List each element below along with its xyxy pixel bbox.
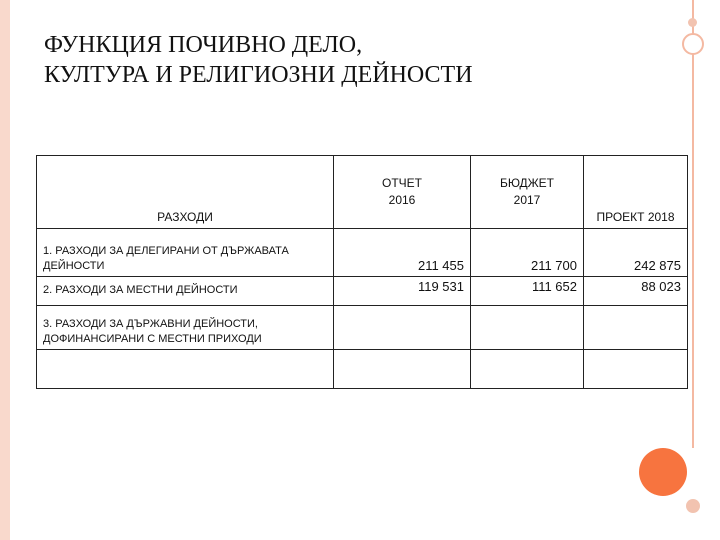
value-2017 xyxy=(471,350,584,389)
value-2017 xyxy=(471,306,584,350)
value-2018 xyxy=(584,306,688,350)
row-label: 2. РАЗХОДИ ЗА МЕСТНИ ДЕЙНОСТИ xyxy=(37,277,334,306)
value-2018 xyxy=(584,350,688,389)
title-line-2: КУЛТУРА И РЕЛИГИОЗНИ ДЕЙНОСТИ xyxy=(44,62,473,88)
orange-circle-decoration xyxy=(639,448,687,496)
row-label: 1. РАЗХОДИ ЗА ДЕЛЕГИРАНИ ОТ ДЪРЖАВАТА ДЕЙНОСТИ xyxy=(37,229,334,277)
small-circle-decoration xyxy=(688,18,697,27)
row-label xyxy=(37,350,334,389)
title-line-1: ФУНКЦИЯ ПОЧИВНО ДЕЛО, xyxy=(44,32,363,58)
value-2018: 242 875 xyxy=(584,229,688,277)
header-report-label: ОТЧЕТ xyxy=(382,176,422,190)
row-label: 3. РАЗХОДИ ЗА ДЪРЖАВНИ ДЕЙНОСТИ, ДОФИНАНСИРАНИ С МЕСТНИ ПРИХОДИ xyxy=(37,306,334,350)
header-expenses: РАЗХОДИ xyxy=(37,156,334,229)
slide-title xyxy=(44,30,664,90)
header-budget-year: 2017 xyxy=(513,193,541,207)
value-2016 xyxy=(334,306,471,350)
table-row xyxy=(37,277,688,306)
value-2018: 88 023 xyxy=(584,277,688,306)
ring-decoration xyxy=(682,33,704,55)
value-2016: 119 531 xyxy=(334,277,471,306)
value-2017: 211 700 xyxy=(471,229,584,277)
table-row xyxy=(37,350,688,389)
header-budget-2017 xyxy=(471,156,584,229)
value-2016 xyxy=(334,350,471,389)
table-row xyxy=(37,229,688,277)
header-project-2018: ПРОЕКТ 2018 xyxy=(584,156,688,229)
small-circle-decoration-bottom xyxy=(686,499,700,513)
expenses-table xyxy=(36,155,688,389)
table-row xyxy=(37,306,688,350)
header-report-2016 xyxy=(334,156,471,229)
left-accent-bar xyxy=(0,0,10,540)
table-header-row xyxy=(37,156,688,229)
header-report-year: 2016 xyxy=(388,193,416,207)
right-accent-line xyxy=(692,0,694,448)
header-budget-label: БЮДЖЕТ xyxy=(499,176,554,190)
value-2016: 211 455 xyxy=(334,229,471,277)
value-2017: 111 652 xyxy=(471,277,584,306)
